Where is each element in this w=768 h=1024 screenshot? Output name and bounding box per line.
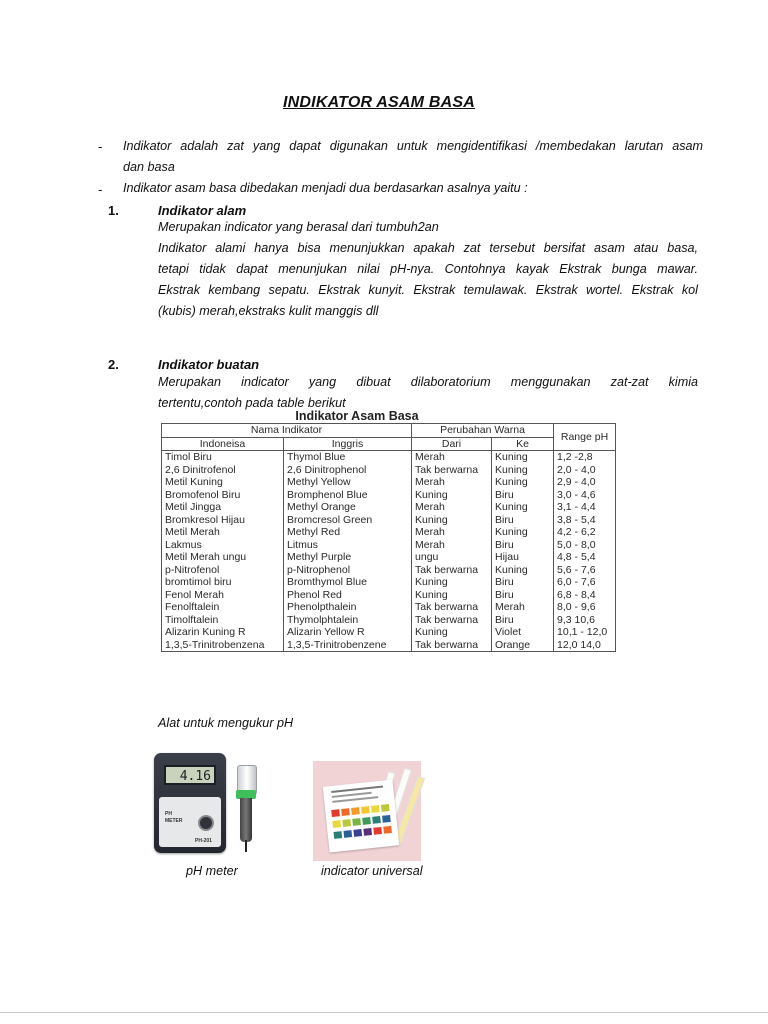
page-title: INDIKATOR ASAM BASA xyxy=(283,94,475,111)
cell-from: Tak berwarna xyxy=(412,601,492,614)
cell-to: Biru xyxy=(492,539,554,552)
table-row xyxy=(162,539,616,552)
knob-icon xyxy=(198,815,214,831)
cell-english: Thymol Blue xyxy=(284,451,412,464)
cell-range: 5,0 - 8,0 xyxy=(554,539,616,552)
cell-from: Kuning xyxy=(412,576,492,589)
cell-from: Tak berwarna xyxy=(412,614,492,627)
cell-english: Methyl Red xyxy=(284,526,412,539)
color-swatch-icon xyxy=(353,829,362,837)
section-number: 2. xyxy=(108,357,119,372)
color-swatch-icon xyxy=(332,820,341,828)
bullet-definition xyxy=(123,136,703,178)
cell-from: Kuning xyxy=(412,589,492,602)
cell-english: Litmus xyxy=(284,539,412,552)
cell-english: Bromphenol Blue xyxy=(284,489,412,502)
color-swatch-icon xyxy=(351,807,360,815)
cell-to: Biru xyxy=(492,489,554,502)
cell-english: Alizarin Yellow R xyxy=(284,626,412,639)
probe-cable-icon xyxy=(245,840,247,852)
section-body xyxy=(158,372,698,414)
cell-range: 1,2 -2,8 xyxy=(554,451,616,464)
color-swatch-icon xyxy=(342,819,351,827)
cell-indonesian: Fenol Merah xyxy=(162,589,284,602)
section-heading: Indikator alam xyxy=(158,203,247,218)
cell-indonesian: 2,6 Dinitrofenol xyxy=(162,464,284,477)
probe-body-icon xyxy=(240,798,252,842)
cell-range: 6,8 - 8,4 xyxy=(554,589,616,602)
bullet-types: Indikator asam basa dibedakan menjadi dua berdasarkan asalnya yaitu : xyxy=(123,181,528,195)
table-row xyxy=(162,451,616,464)
cell-indonesian: Bromkresol Hijau xyxy=(162,514,284,527)
cell-to: Biru xyxy=(492,589,554,602)
cell-range: 12,0 14,0 xyxy=(554,639,616,652)
table-row xyxy=(162,601,616,614)
cell-range: 9,3 10,6 xyxy=(554,614,616,627)
header-indonesian: Indoneisa xyxy=(162,437,284,451)
cell-english: 2,6 Dinitrophenol xyxy=(284,464,412,477)
table-row xyxy=(162,464,616,477)
color-swatch-icon xyxy=(361,806,370,814)
cell-range: 3,0 - 4,6 xyxy=(554,489,616,502)
color-swatch-icon xyxy=(331,809,340,817)
color-swatch-icon xyxy=(352,818,361,826)
cell-to: Merah xyxy=(492,601,554,614)
color-swatch-icon xyxy=(372,816,381,824)
body-line: Indikator alami hanya bisa menunjukkan apakah zat tersebut bersifat asam atau basa, xyxy=(158,241,698,255)
header-english: Inggris xyxy=(284,437,412,451)
cell-english: Bromthymol Blue xyxy=(284,576,412,589)
cell-indonesian: Bromofenol Biru xyxy=(162,489,284,502)
cell-range: 2,0 - 4,0 xyxy=(554,464,616,477)
bullet-line: dan basa xyxy=(123,160,175,174)
bullet-line: Indikator adalah zat yang dapat digunakan untuk mengidentifikasi /membedakan larutan asam xyxy=(123,139,703,153)
table-row xyxy=(162,639,616,652)
cell-to: Violet xyxy=(492,626,554,639)
cell-range: 3,1 - 4,4 xyxy=(554,501,616,514)
body-line: Ekstrak kembang sepatu. Ekstrak kunyit. Ekstrak temulawak. Ekstrak wortel. Ekstrak kol xyxy=(158,283,698,297)
cell-indonesian: Metil Merah xyxy=(162,526,284,539)
cell-english: p-Nitrophenol xyxy=(284,564,412,577)
table-row xyxy=(162,626,616,639)
universal-indicator-image xyxy=(313,761,421,861)
cell-to: Kuning xyxy=(492,476,554,489)
cell-indonesian: Lakmus xyxy=(162,539,284,552)
table-row xyxy=(162,476,616,489)
section-number: 1. xyxy=(108,203,119,218)
cell-from: Kuning xyxy=(412,626,492,639)
cell-from: Merah xyxy=(412,451,492,464)
color-swatch-icon xyxy=(343,830,352,838)
cell-to: Kuning xyxy=(492,464,554,477)
table-row xyxy=(162,589,616,602)
cell-indonesian: Alizarin Kuning R xyxy=(162,626,284,639)
indicator-table xyxy=(161,423,616,652)
universal-indicator-caption: indicator universal xyxy=(321,864,423,878)
cell-english: Phenol Red xyxy=(284,589,412,602)
cell-range: 3,8 - 5,4 xyxy=(554,514,616,527)
color-swatch-icon xyxy=(382,815,391,823)
cell-to: Kuning xyxy=(492,501,554,514)
ph-meter-image xyxy=(154,753,226,853)
header-name-group: Nama Indikator xyxy=(162,424,412,438)
cell-indonesian: Metil Kuning xyxy=(162,476,284,489)
table-row xyxy=(162,551,616,564)
header-range: Range pH xyxy=(554,424,616,451)
cell-from: Merah xyxy=(412,476,492,489)
body-line: Merupakan indicator yang dibuat dilaboratorium menggunakan zat-zat kimia xyxy=(158,375,698,389)
body-line: tetapi tidak dapat menunjukan nilai pH-nya. Contohnya kayak Ekstrak bunga mawar. xyxy=(158,262,698,276)
ph-meter-label: PH xyxy=(165,811,172,817)
cell-from: Tak berwarna xyxy=(412,639,492,652)
bullet-marker: - xyxy=(98,139,103,154)
cell-range: 8,0 - 9,6 xyxy=(554,601,616,614)
cell-to: Kuning xyxy=(492,451,554,464)
cell-english: Bromcresol Green xyxy=(284,514,412,527)
cell-from: Kuning xyxy=(412,489,492,502)
cell-to: Kuning xyxy=(492,564,554,577)
bullet-marker: - xyxy=(98,182,103,197)
cell-english: Phenolpthalein xyxy=(284,601,412,614)
color-swatch-icon xyxy=(371,805,380,813)
cell-indonesian: Fenolftalein xyxy=(162,601,284,614)
cell-range: 10,1 - 12,0 xyxy=(554,626,616,639)
cell-from: Tak berwarna xyxy=(412,564,492,577)
cell-from: Merah xyxy=(412,539,492,552)
cell-indonesian: Metil Jingga xyxy=(162,501,284,514)
cell-english: Thymolphtalein xyxy=(284,614,412,627)
ph-meter-caption: pH meter xyxy=(186,864,238,878)
table-row xyxy=(162,501,616,514)
cell-range: 5,6 - 7,6 xyxy=(554,564,616,577)
cell-to: Hijau xyxy=(492,551,554,564)
chart-text-icon xyxy=(331,786,383,793)
page-divider xyxy=(0,1012,768,1013)
body-line: (kubis) merah,ekstraks kulit manggis dll xyxy=(158,304,379,318)
cell-from: Kuning xyxy=(412,514,492,527)
color-swatch-icon xyxy=(341,808,350,816)
cell-english: 1,3,5-Trinitrobenzene xyxy=(284,639,412,652)
header-to: Ke xyxy=(492,437,554,451)
ph-meter-model: PH-201 xyxy=(195,838,212,844)
cell-indonesian: 1,3,5-Trinitrobenzena xyxy=(162,639,284,652)
color-swatch-icon xyxy=(373,827,382,835)
ph-meter-display: 4.16 xyxy=(164,765,216,785)
cell-from: Merah xyxy=(412,501,492,514)
cell-english: Methyl Purple xyxy=(284,551,412,564)
cell-indonesian: Timolftalein xyxy=(162,614,284,627)
cell-range: 2,9 - 4,0 xyxy=(554,476,616,489)
cell-to: Biru xyxy=(492,576,554,589)
cell-range: 6,0 - 7,6 xyxy=(554,576,616,589)
body-line: Merupakan indicator yang berasal dari tumbuh2an xyxy=(158,220,439,234)
cell-range: 4,2 - 6,2 xyxy=(554,526,616,539)
table-row xyxy=(162,514,616,527)
cell-indonesian: p-Nitrofenol xyxy=(162,564,284,577)
cell-from: Tak berwarna xyxy=(412,464,492,477)
table-title: Indikator Asam Basa xyxy=(295,409,419,423)
cell-to: Biru xyxy=(492,614,554,627)
section-body xyxy=(158,217,698,322)
color-swatch-icon xyxy=(363,828,372,836)
cell-english: Methyl Orange xyxy=(284,501,412,514)
table-row xyxy=(162,489,616,502)
cell-indonesian: Timol Biru xyxy=(162,451,284,464)
table-row xyxy=(162,614,616,627)
cell-range: 4,8 - 5,4 xyxy=(554,551,616,564)
color-swatch-icon xyxy=(381,804,390,812)
ph-meter-label: METER xyxy=(165,818,183,824)
color-chart-icon xyxy=(323,780,400,853)
cell-from: ungu xyxy=(412,551,492,564)
cell-to: Biru xyxy=(492,514,554,527)
cell-indonesian: bromtimol biru xyxy=(162,576,284,589)
section-heading: Indikator buatan xyxy=(158,357,260,372)
table-row xyxy=(162,526,616,539)
body-line: tertentu,contoh pada table berikut xyxy=(158,396,346,410)
table-row xyxy=(162,576,616,589)
color-swatch-icon xyxy=(383,826,392,834)
cell-indonesian: Metil Merah ungu xyxy=(162,551,284,564)
cell-to: Kuning xyxy=(492,526,554,539)
cell-to: Orange xyxy=(492,639,554,652)
header-change-group: Perubahan Warna xyxy=(412,424,554,438)
tools-heading: Alat untuk mengukur pH xyxy=(158,716,294,730)
header-from: Dari xyxy=(412,437,492,451)
cell-from: Merah xyxy=(412,526,492,539)
color-swatch-icon xyxy=(334,831,343,839)
cell-english: Methyl Yellow xyxy=(284,476,412,489)
table-row xyxy=(162,564,616,577)
color-swatch-icon xyxy=(362,817,371,825)
